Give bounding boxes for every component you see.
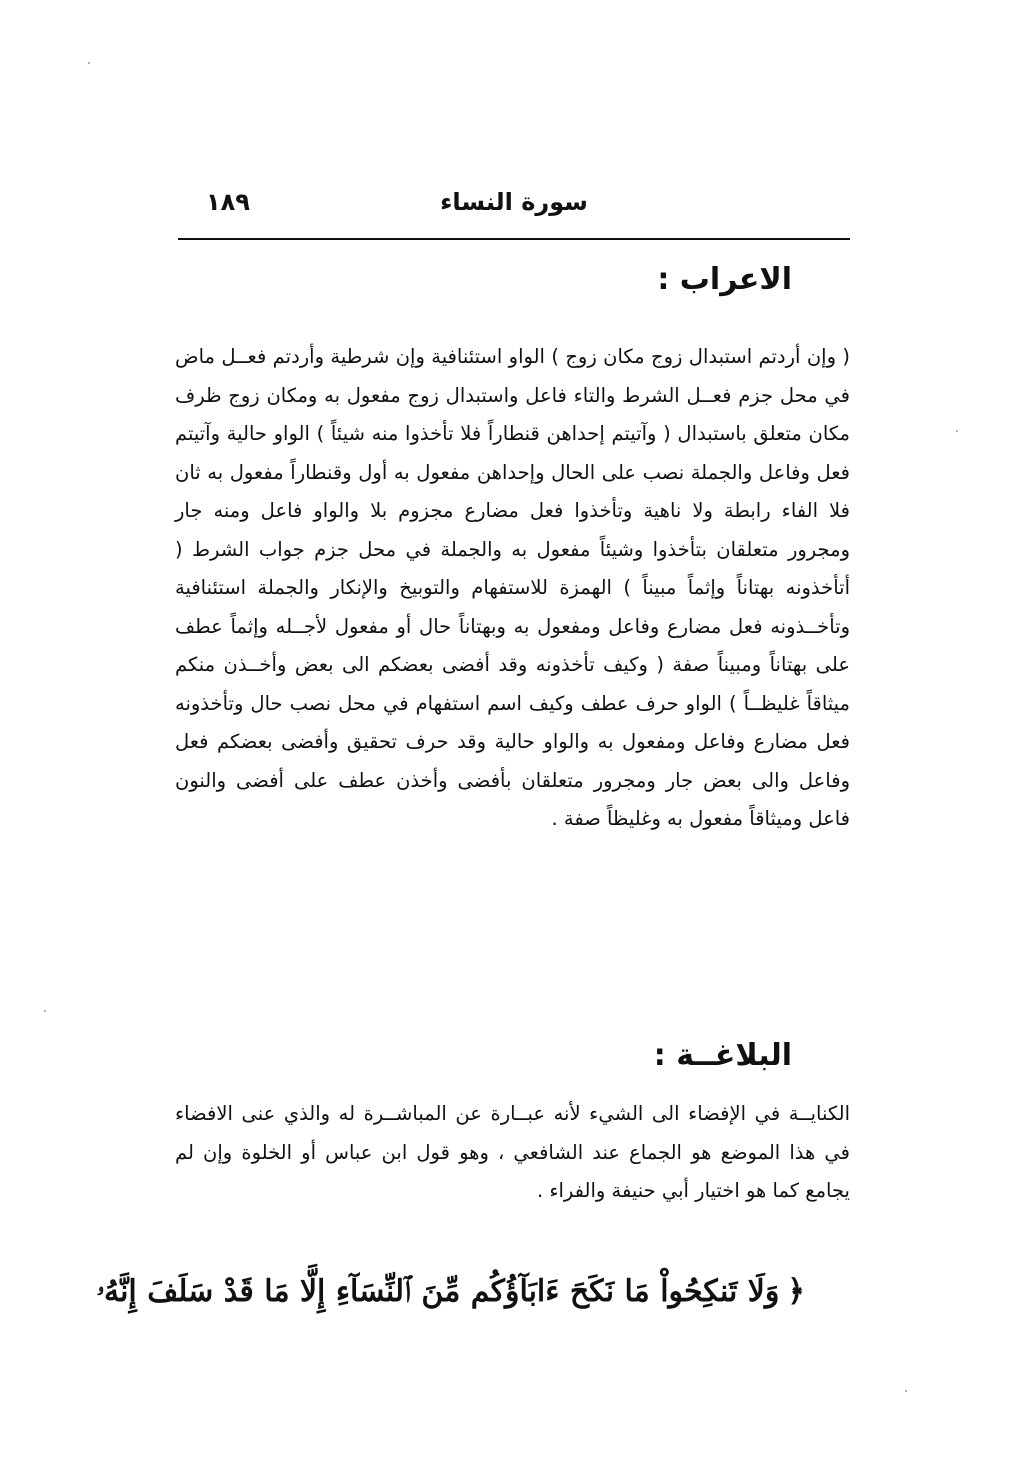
verse-text: وَلَا تَنكِحُواْ مَا نَكَحَ ءَابَآؤُكُم مِّنَ ٱلنِّسَآءِ إِلَّا مَا قَدْ سَلَفَ إِنَّهُۥ — [96, 1274, 780, 1309]
section-heading-irab: الاعراب : — [657, 262, 792, 297]
page-number: ١٨٩ — [206, 188, 250, 216]
quran-verse — [96, 1262, 805, 1322]
irab-paragraph: ( وإن أردتم استبدال زوج مكان زوج ) الواو استئنافية وإن شرطية وأردتم فعــل ماض في محل جزم فعــل الشرط والتاء فاعل واستبدال زوج مفعول به ومكان زوج ظرف مكان متعلق باستبدال ( وآتيتم إحداهن قنطاراً فلا تأخذوا منه شيئاً ) الواو حالية وآتيتم فعل وفاعل والجملة نصب على الحال وإحداهن مفعول به أول وقنطاراً مفعول به ثان فلا الفاء رابطة ولا ناهية وتأخذوا فعل مضارع مجزوم بلا والواو فاعل ومنه جار ومجرور متعلقان بتأخذوا وشيئاً مفعول به والجملة في محل جزم جواب الشرط ( أتأخذونه بهتاناً وإثماً مبيناً ) الهمزة للاستفهام والتوبيخ والإنكار والجملة استئنافية وتأخــذونه فعل مضارع وفاعل ومفعول به وبهتاناً حال أو مفعول لأجــله وإثماً عطف على بهتاناً ومبيناً صفة ( وكيف تأخذونه وقد أفضى بعضكم الى بعض وأخــذن منكم ميثاقاً غليظــاً ) الواو حرف عطف وكيف اسم استفهام في محل نصب حال وتأخذونه فعل مضارع وفاعل ومفعول به والواو حالية وقد حرف تحقيق وأفضى بعضكم فعل وفاعل والى بعض جار ومجرور متعلقان بأفضى وأخذن عطف على أفضى والنون فاعل وميثاقاً مفعول به وغليظاً صفة . — [175, 345, 850, 830]
page-header — [178, 188, 850, 228]
scan-speck — [905, 1390, 907, 1392]
chapter-title: سورة النساء — [440, 188, 588, 216]
verse-open-mark: ﴿ — [787, 1274, 805, 1309]
header-rule — [178, 238, 850, 240]
section-heading-balagha: البلاغــة : — [653, 1038, 792, 1073]
balagha-paragraph: الكنايــة في الإفضاء الى الشيء لأنه عبــارة عن المباشــرة له والذي عنى الافضاء في هذا الموضع هو الجماع عند الشافعي ، وهو قول ابن عباس أو الخلوة وإن لم يجامع كما هو اختيار أبي حنيفة والفراء . — [175, 1102, 850, 1202]
scan-speck — [44, 1010, 46, 1012]
scan-speck — [956, 430, 958, 432]
scan-speck — [88, 62, 90, 64]
